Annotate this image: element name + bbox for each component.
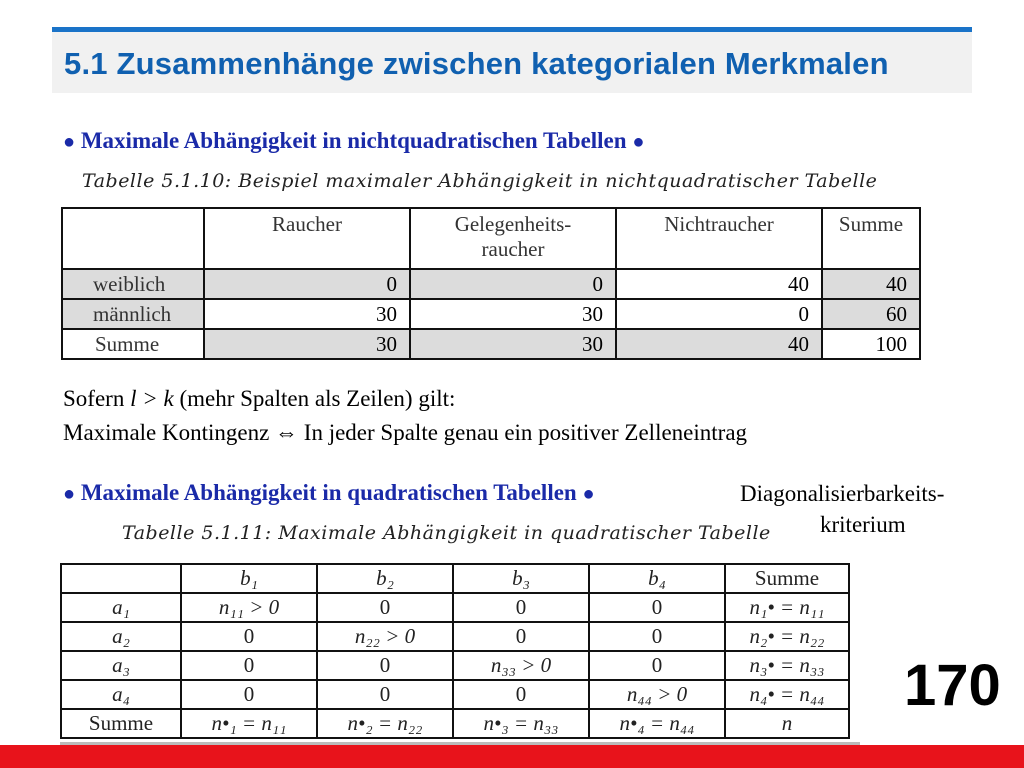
table-header-cell: Raucher [204,208,410,269]
table-cell: n₄• = n₄₄ [725,680,849,709]
table-cell: 0 [204,269,410,299]
table-cell: n₂• = n₂₂ [725,622,849,651]
table-header-row [62,208,920,269]
table-cell: 100 [822,329,920,359]
table-cell: 0 [453,680,589,709]
table-row [61,651,849,680]
row-label: a₁ [61,593,181,622]
bullet-icon: ● [63,483,76,505]
table-header-row [61,564,849,593]
table-row [62,269,920,299]
table-cell: 0 [589,622,725,651]
title-bar [52,27,972,93]
table-header-cell: Summe [725,564,849,593]
table-cell: 40 [616,269,822,299]
table-row [61,622,849,651]
table-cell: 30 [204,329,410,359]
table-cell: 0 [317,593,453,622]
section2-heading-text: Maximale Abhängigkeit in quadratischen Tabellen [80,480,577,505]
table-row [62,329,920,359]
table-cell: 30 [410,329,616,359]
table-cell: 0 [453,622,589,651]
table-cell: 0 [453,593,589,622]
table-header-cell: Summe [822,208,920,269]
table-cell: 0 [589,593,725,622]
condition-text: Sofern [63,386,131,411]
table-cell: n•₁ = n₁₁ [181,709,317,738]
row-label: a₂ [61,622,181,651]
row-label: Summe [61,709,181,738]
footer-bar [0,745,1024,768]
row-label: Summe [62,329,204,359]
table-cell: 0 [589,651,725,680]
section2-heading [63,480,595,506]
condition-line2: Maximale Kontingenz ⇔ In jeder Spalte genau ein positiver Zelleneintrag [63,420,748,445]
table-cell: 40 [822,269,920,299]
table-cell: 0 [317,680,453,709]
row-label: a₄ [61,680,181,709]
table-row [62,299,920,329]
table-cell: 30 [410,299,616,329]
section1-heading-text: Maximale Abhängigkeit in nichtquadratischen Tabellen [80,128,627,153]
header-line: raucher [481,237,545,261]
table1-caption: Tabelle 5.1.10: Beispiel maximaler Abhängigkeit in nichtquadratischer Tabelle [82,170,878,192]
side-note-line: Diagonalisierbarkeits- [740,481,945,506]
table-smoking [61,207,921,360]
table-cell: 0 [410,269,616,299]
page-number: 170 [904,653,1001,718]
row-label: männlich [62,299,204,329]
table-header-cell: b₂ [317,564,453,593]
row-label: a₃ [61,651,181,680]
section1-heading [63,128,644,154]
condition-math: l > k [130,386,174,411]
table-cell: n•₃ = n₃₃ [453,709,589,738]
table-cell: 30 [204,299,410,329]
bullet-icon: ● [582,483,595,505]
condition-text: (mehr Spalten als Zeilen) gilt: [173,386,456,411]
header-line: Gelegenheits- [454,212,572,236]
table-cell: 0 [317,651,453,680]
table-cell: n•₂ = n₂₂ [317,709,453,738]
table-square [60,563,850,739]
table-cell: n₃₃ > 0 [453,651,589,680]
table-header-cell: b₃ [453,564,589,593]
table-cell: n [725,709,849,738]
table-cell: n₁• = n₁₁ [725,593,849,622]
table-cell: 40 [616,329,822,359]
bullet-icon: ● [632,131,645,153]
table-row [61,709,849,738]
table-cell: 0 [181,651,317,680]
table-cell: n₁₁ > 0 [181,593,317,622]
slide-title: 5.1 Zusammenhänge zwischen kategorialen Merkmalen [64,46,889,81]
table-cell: 0 [181,680,317,709]
table-cell: 60 [822,299,920,329]
table-header-cell: b₄ [589,564,725,593]
table-cell: n₂₂ > 0 [317,622,453,651]
table-cell: n₃• = n₃₃ [725,651,849,680]
row-label: weiblich [62,269,204,299]
bullet-icon: ● [63,131,76,153]
side-note-line: kriterium [820,512,906,537]
table-cell: n•₄ = n₄₄ [589,709,725,738]
table-header-cell [62,208,204,269]
table-row [61,680,849,709]
table-header-cell [61,564,181,593]
table-header-cell: Nichtraucher [616,208,822,269]
table-cell: n₄₄ > 0 [589,680,725,709]
side-note [740,478,1000,540]
condition-line1 [63,386,455,412]
table-cell: 0 [616,299,822,329]
table-cell: 0 [181,622,317,651]
table-header-cell: b₁ [181,564,317,593]
table-header-cell [410,208,616,269]
table-row [61,593,849,622]
table2-caption: Tabelle 5.1.11: Maximale Abhängigkeit in quadratischer Tabelle [122,522,771,544]
